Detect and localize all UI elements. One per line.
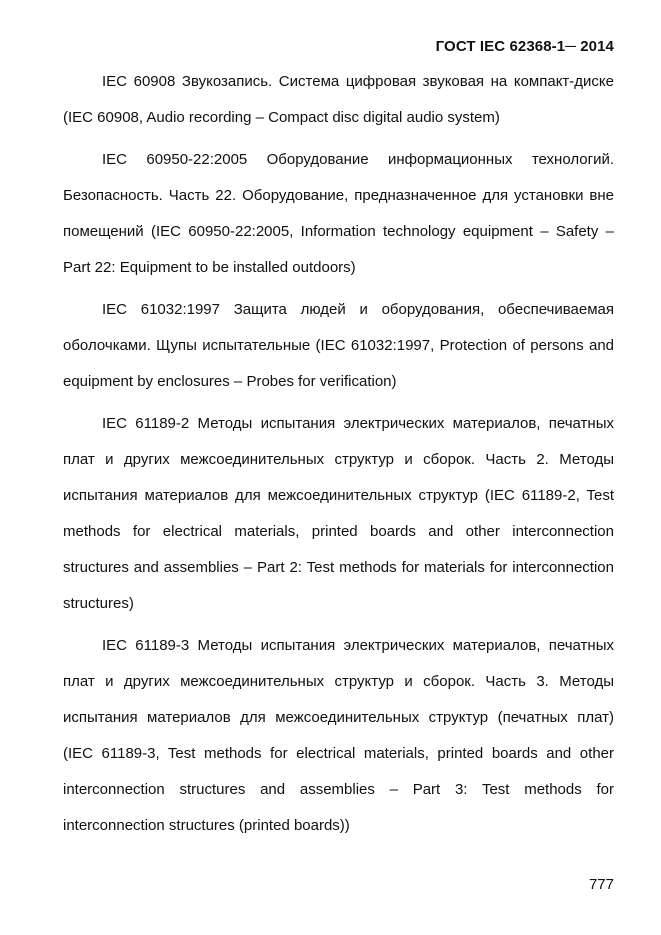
reference-iec-60908: IEC 60908 Звукозапись. Система цифровая звуковая на компакт-диске (IEC 60908, Audio recording – Compact disc digital audio system) — [63, 73, 614, 126]
reference-iec-61189-2: IEC 61189-2 Методы испытания электрических материалов, печатных плат и других межсоединительных структур и сборок. Часть 2. Методы испытания материалов для межсоединительных структур (IEC 61189-2, Test methods for electrical materials, printed boards and other interconnection structures and assemblies – Part 2: Test methods for materials for interconnection structures) — [63, 415, 614, 612]
reference-iec-60950-22: IEC 60950-22:2005 Оборудование информационных технологий. Безопасность. Часть 22. Оборудование, предназначенное для установки вне помещений (IEC 60950-22:2005, Information technology equipment – Safety – Part 22: Equipment to be installed outdoors) — [63, 151, 614, 276]
page-number: 777 — [588, 876, 614, 893]
standard-header: ГОСТ IEC 62368-1─ 2014 — [435, 38, 614, 55]
reference-iec-61032: IEC 61032:1997 Защита людей и оборудования, обеспечиваемая оболочками. Щупы испытательные (IEC 61032:1997, Protection of persons and equipment by enclosures – Probes for verification) — [63, 301, 614, 390]
references-list — [63, 64, 614, 844]
reference-iec-61189-3: IEC 61189-3 Методы испытания электрических материалов, печатных плат и других межсоединительных структур и сборок. Часть 3. Методы испытания материалов для межсоединительных структур (печатных плат) (IEC 61189-3, Test methods for electrical materials, printed boards and other interconnection structures and assemblies – Part 3: Test methods for interconnection structures (printed boards)) — [63, 637, 614, 834]
